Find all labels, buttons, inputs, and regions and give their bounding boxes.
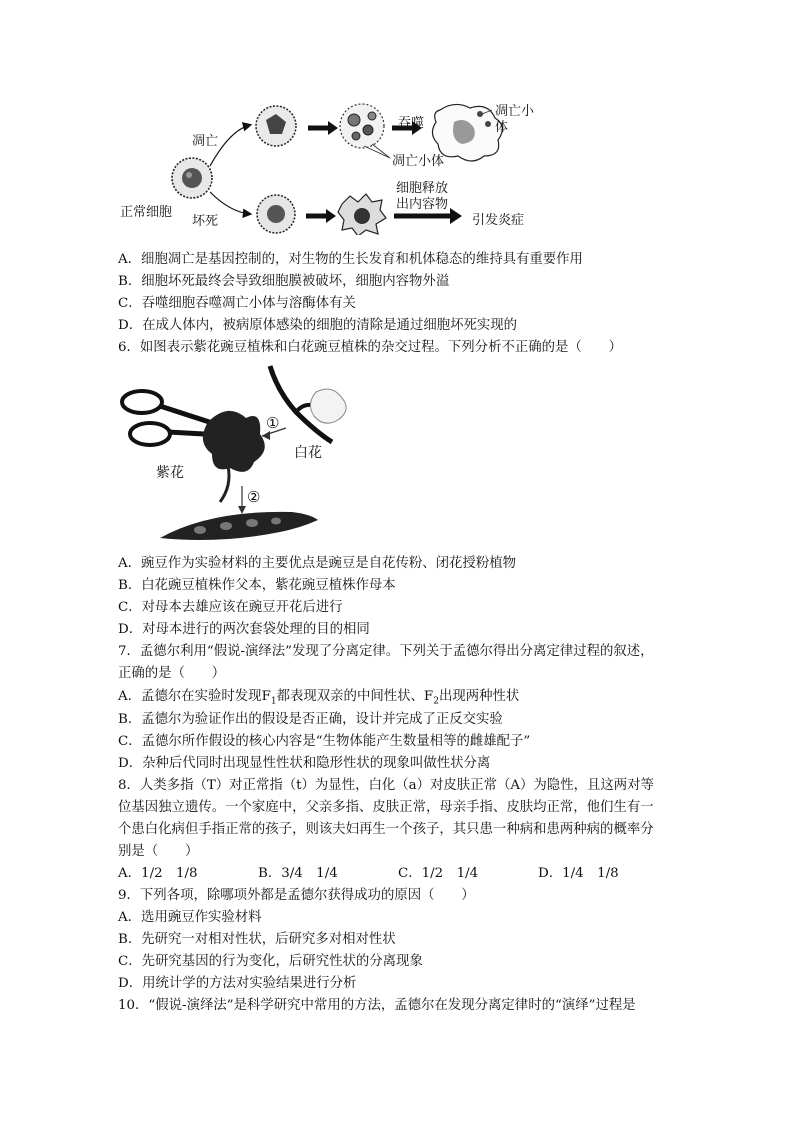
q8-stem-line1: 8．人类多指（T）对正常指（t）为显性，白化（a）对皮肤正常（A）为隐性，且这两对等 xyxy=(118,778,654,793)
q8-option-d: D．1/4 1/8 xyxy=(538,866,619,881)
label-inflammation: 引发炎症 xyxy=(472,213,525,228)
q5-option-c: C．吞噬细胞吞噬凋亡小体与溶酶体有关 xyxy=(118,296,356,311)
q5-option-b: B．细胞坏死最终会导致细胞膜被破坏，细胞内容物外溢 xyxy=(118,274,450,289)
pea-pod-shape xyxy=(160,512,318,540)
q8-stem-line2: 位基因独立遗传。一个家庭中，父亲多指、皮肤正常，母亲手指、皮肤均正常，他们生有一 xyxy=(118,800,654,815)
q7-option-a-sub1: 1 xyxy=(270,696,277,707)
q8-stem-line4: 别是（ ） xyxy=(118,844,199,859)
q7-stem-line2: 正确的是（ ） xyxy=(118,666,226,681)
q9-option-a: A．选用豌豆作实验材料 xyxy=(118,910,262,925)
q6-option-a: A．豌豆作为实验材料的主要优点是豌豆是自花传粉、闭花授粉植物 xyxy=(118,556,516,571)
q7-option-a-post: 出现两种性状 xyxy=(438,689,520,704)
q8-option-c: C．1/2 1/4 xyxy=(398,866,479,881)
apoptotic-bodies-shape xyxy=(340,104,384,148)
label-apoptotic-body-right-inner: 凋亡小体 xyxy=(495,104,535,135)
q7-option-c: C．孟德尔所作假设的核心内容是“生物体能产生数量相等的雌雄配子” xyxy=(118,734,531,749)
label-engulf: 吞噬 xyxy=(398,116,425,131)
q7-option-a-pre: A．孟德尔在实验时发现F xyxy=(118,689,271,704)
white-flower-shape xyxy=(270,366,346,442)
label-purple-flower: 紫花 xyxy=(156,465,184,481)
q6-option-b: B．白花豌豆植株作父本，紫花豌豆植株作母本 xyxy=(118,578,396,593)
q5-option-a: A．细胞凋亡是基因控制的，对生物的生长发育和机体稳态的维持具有重要作用 xyxy=(118,252,583,267)
pea-cross-figure xyxy=(120,362,380,552)
q7-option-a xyxy=(118,688,519,711)
q9-option-b: B．先研究一对相对性状，后研究多对相对性状 xyxy=(118,932,396,947)
label-apoptotic-body-right-text xyxy=(495,104,535,136)
q8-option-a: A．1/2 1/8 xyxy=(118,866,198,881)
label-release-line2: 出内容物 xyxy=(396,197,449,212)
label-step2: ② xyxy=(247,488,261,506)
label-step1: ① xyxy=(266,414,280,432)
label-apoptosis: 凋亡 xyxy=(192,134,219,149)
q7-option-d: D．杂种后代同时出现显性性状和隐形性状的现象叫做性状分离 xyxy=(118,756,491,771)
q8-stem-line3: 个患白化病但手指正常的孩子，则该夫妇再生一个孩子，其只患一种病和患两种病的概率分 xyxy=(118,822,654,837)
q10-stem: 10．“假说-演绎法”是科学研究中常用的方法，孟德尔在发现分离定律时的“演绎”过程是 xyxy=(118,998,636,1013)
apoptotic-cell-shape xyxy=(256,106,296,146)
q9-option-d: D．用统计学的方法对实验结果进行分析 xyxy=(118,976,357,991)
q7-option-b: B．孟德尔为验证作出的假设是否正确，设计并完成了正反交实验 xyxy=(118,712,503,727)
ruptured-cell-shape xyxy=(338,194,386,235)
q7-option-a-mid: 都表现双亲的中间性状、F xyxy=(276,689,434,704)
q6-option-c: C．对母本去雄应该在豌豆开花后进行 xyxy=(118,600,343,615)
label-release-line1: 细胞释放 xyxy=(396,181,449,196)
q9-option-c: C．先研究基因的行为变化，后研究性状的分离现象 xyxy=(118,954,423,969)
necrotic-cell-shape xyxy=(257,195,295,233)
label-necrosis: 坏死 xyxy=(192,214,219,229)
q7-option-a-sub2: 2 xyxy=(433,696,439,707)
q8-option-b: B．3/4 1/4 xyxy=(258,866,338,881)
q6-stem: 6．如图表示紫花豌豆植株和白花豌豆植株的杂交过程。下列分析不正确的是（ ） xyxy=(118,340,622,355)
q6-option-d: D．对母本进行的两次套袋处理的目的相同 xyxy=(118,622,370,637)
normal-cell-shape xyxy=(172,158,212,198)
q7-stem-line1: 7．孟德尔利用“假说-演绎法”发现了分离定律。下列关于孟德尔得出分离定律过程的叙述， xyxy=(118,644,654,659)
label-white-flower: 白花 xyxy=(294,445,322,461)
q5-option-d: D．在成人体内，被病原体感染的细胞的清除是通过细胞坏死实现的 xyxy=(118,318,518,333)
label-normal-cell: 正常细胞 xyxy=(120,205,173,220)
q9-stem: 9．下列各项，除哪项外都是孟德尔获得成功的原因（ ） xyxy=(118,888,475,903)
label-apoptotic-body-bottom: 凋亡小体 xyxy=(392,154,445,169)
